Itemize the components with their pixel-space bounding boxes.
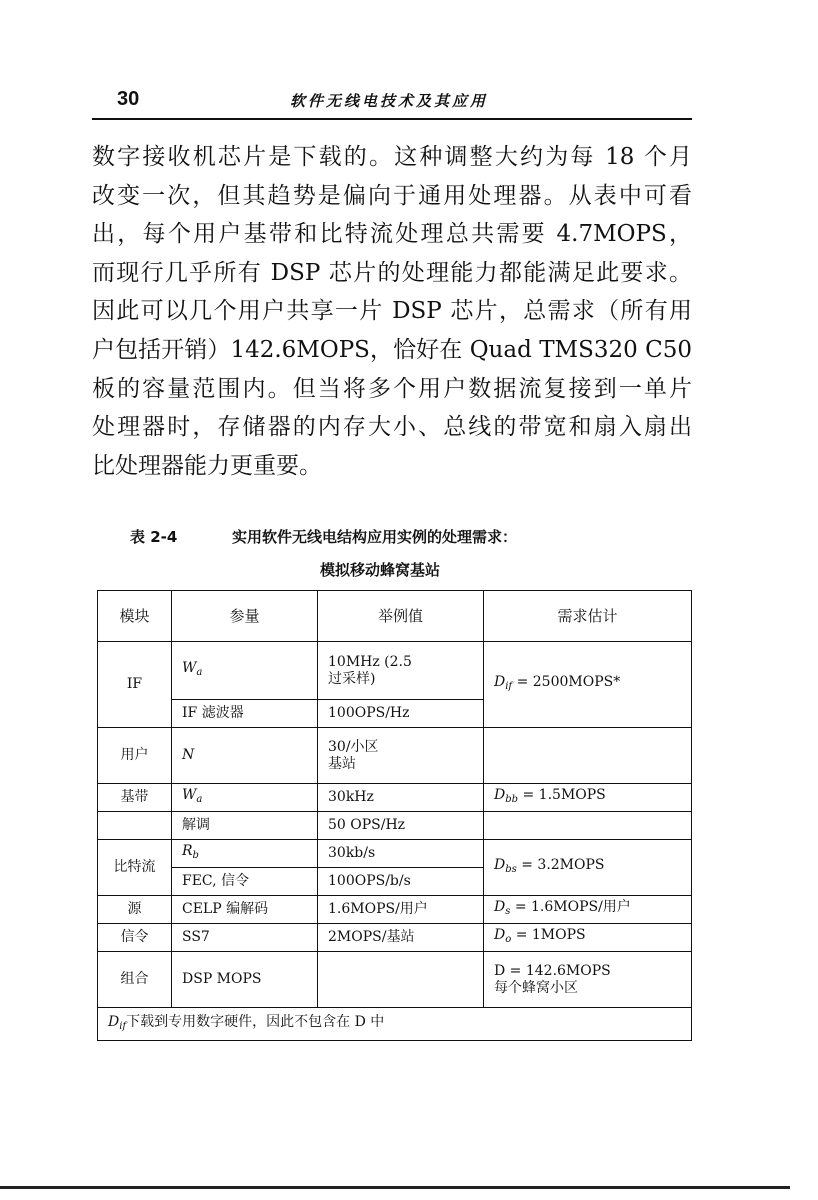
module-cell: 比特流 — [98, 840, 172, 896]
value-cell: 1.6MOPS/用户 — [318, 896, 484, 924]
value-cell — [318, 642, 484, 700]
table-caption-subtitle: 模拟移动蜂窝基站 — [320, 561, 441, 579]
module-cell: 组合 — [98, 952, 172, 1008]
parameter-cell — [172, 784, 318, 812]
estimate-cell — [484, 728, 692, 784]
processing-requirements-table — [97, 590, 692, 1041]
footer-rule — [0, 1186, 790, 1189]
value-line: 30/小区 — [328, 738, 379, 755]
value-line: 10MHz (2.5 — [328, 653, 412, 670]
table-caption-label: 表 2-4 — [130, 528, 178, 546]
header-module: 模块 — [98, 591, 172, 642]
page-number: 30 — [117, 88, 140, 110]
estimate-cell — [484, 812, 692, 840]
parameter-cell — [172, 728, 318, 784]
header-parameter: 参量 — [172, 591, 318, 642]
estimate-symbol: D — [494, 674, 506, 690]
estimate-subscript: if — [505, 681, 513, 692]
table-note — [98, 1008, 692, 1041]
value-cell — [318, 952, 484, 1008]
estimate-value: = 1MOPS — [511, 927, 586, 943]
estimate-subscript: bs — [505, 864, 517, 875]
running-title: 软件无线电技术及其应用 — [290, 92, 489, 110]
table-row — [98, 924, 692, 952]
estimate-subscript: o — [505, 934, 512, 945]
estimate-subscript: bb — [505, 794, 519, 805]
table-row — [98, 784, 692, 812]
parameter-cell — [172, 642, 318, 700]
parameter-cell: CELP 编解码 — [172, 896, 318, 924]
body-line: 户包括开销）142.6MOPS，恰好在 Quad TMS320 C50 — [92, 336, 692, 363]
estimate-value: = 3.2MOPS — [516, 857, 605, 873]
note-symbol: D — [108, 1013, 120, 1030]
value-cell: 30kHz — [318, 784, 484, 812]
parameter-cell: DSP MOPS — [172, 952, 318, 1008]
body-line: 改变一次，但其趋势是偏向于通用处理器。从表中可看 — [92, 182, 692, 209]
parameter-cell: FEC, 信令 — [172, 868, 318, 896]
parameter-cell: 解调 — [172, 812, 318, 840]
value-cell — [318, 728, 484, 784]
param-symbol: R — [182, 843, 193, 859]
param-symbol: W — [182, 660, 197, 676]
table-note-row — [98, 1008, 692, 1041]
value-cell: 50 OPS/Hz — [318, 812, 484, 840]
header-requirement-estimate: 需求估计 — [484, 591, 692, 642]
module-cell: 用户 — [98, 728, 172, 784]
value-cell: 30kb/s — [318, 840, 484, 868]
table-row — [98, 896, 692, 924]
header-rule — [92, 118, 692, 120]
table-row — [98, 728, 692, 784]
estimate-cell — [484, 952, 692, 1008]
param-subscript: a — [196, 794, 203, 805]
estimate-value: = 1.6MOPS/用户 — [510, 899, 631, 915]
table-header-row — [98, 591, 692, 642]
body-paragraph — [92, 138, 692, 485]
module-cell: 信令 — [98, 924, 172, 952]
estimate-cell — [484, 924, 692, 952]
table-row — [98, 840, 692, 868]
body-line: 比处理器能力更重要。 — [92, 452, 322, 479]
estimate-line: 每个蜂窝小区 — [494, 979, 578, 996]
body-line: 出，每个用户基带和比特流处理总共需要 4.7MOPS， — [92, 221, 692, 248]
note-subscript: if — [119, 1020, 127, 1032]
parameter-cell: IF 滤波器 — [172, 700, 318, 728]
body-line: 而现行几乎所有 DSP 芯片的处理能力都能满足此要求。 — [92, 259, 692, 286]
param-subscript: a — [196, 667, 203, 678]
note-text: 下载到专用数字硬件，因此不包含在 D 中 — [126, 1013, 385, 1030]
value-line: 基站 — [328, 755, 356, 772]
value-cell: 100OPS/b/s — [318, 868, 484, 896]
body-line: 数字接收机芯片是下载的。这种调整大约为每 18 个月 — [92, 144, 692, 170]
estimate-line: D = 142.6MOPS — [494, 962, 611, 979]
module-cell: 源 — [98, 896, 172, 924]
body-line: 处理器时，存储器的内存大小、总线的带宽和扇入扇出 — [92, 414, 692, 441]
table-caption-title: 实用软件无线电结构应用实例的处理需求： — [232, 528, 518, 546]
body-line: 板的容量范围内。但当将多个用户数据流复接到一单片 — [92, 375, 692, 402]
estimate-subscript: s — [505, 906, 511, 917]
estimate-symbol: D — [494, 927, 506, 943]
module-cell: IF — [98, 642, 172, 728]
estimate-cell — [484, 784, 692, 812]
value-cell: 2MOPS/基站 — [318, 924, 484, 952]
value-cell: 100OPS/Hz — [318, 700, 484, 728]
estimate-cell — [484, 896, 692, 924]
module-cell — [98, 812, 172, 840]
estimate-value: = 2500MOPS* — [512, 674, 621, 690]
table-row — [98, 812, 692, 840]
table-row — [98, 952, 692, 1008]
param-symbol: N — [182, 747, 195, 763]
estimate-value: = 1.5MOPS — [518, 787, 606, 803]
value-line: 过采样) — [328, 670, 376, 687]
estimate-cell — [484, 642, 692, 728]
parameter-cell — [172, 840, 318, 868]
estimate-symbol: D — [494, 857, 506, 873]
estimate-cell — [484, 840, 692, 896]
module-cell: 基带 — [98, 784, 172, 812]
estimate-symbol: D — [494, 787, 506, 803]
header-example-value: 举例值 — [318, 591, 484, 642]
table-row — [98, 642, 692, 700]
body-line: 因此可以几个用户共享一片 DSP 芯片，总需求（所有用 — [92, 298, 692, 325]
param-subscript: b — [192, 850, 199, 861]
estimate-symbol: D — [494, 899, 506, 915]
param-symbol: W — [182, 787, 197, 803]
parameter-cell: SS7 — [172, 924, 318, 952]
